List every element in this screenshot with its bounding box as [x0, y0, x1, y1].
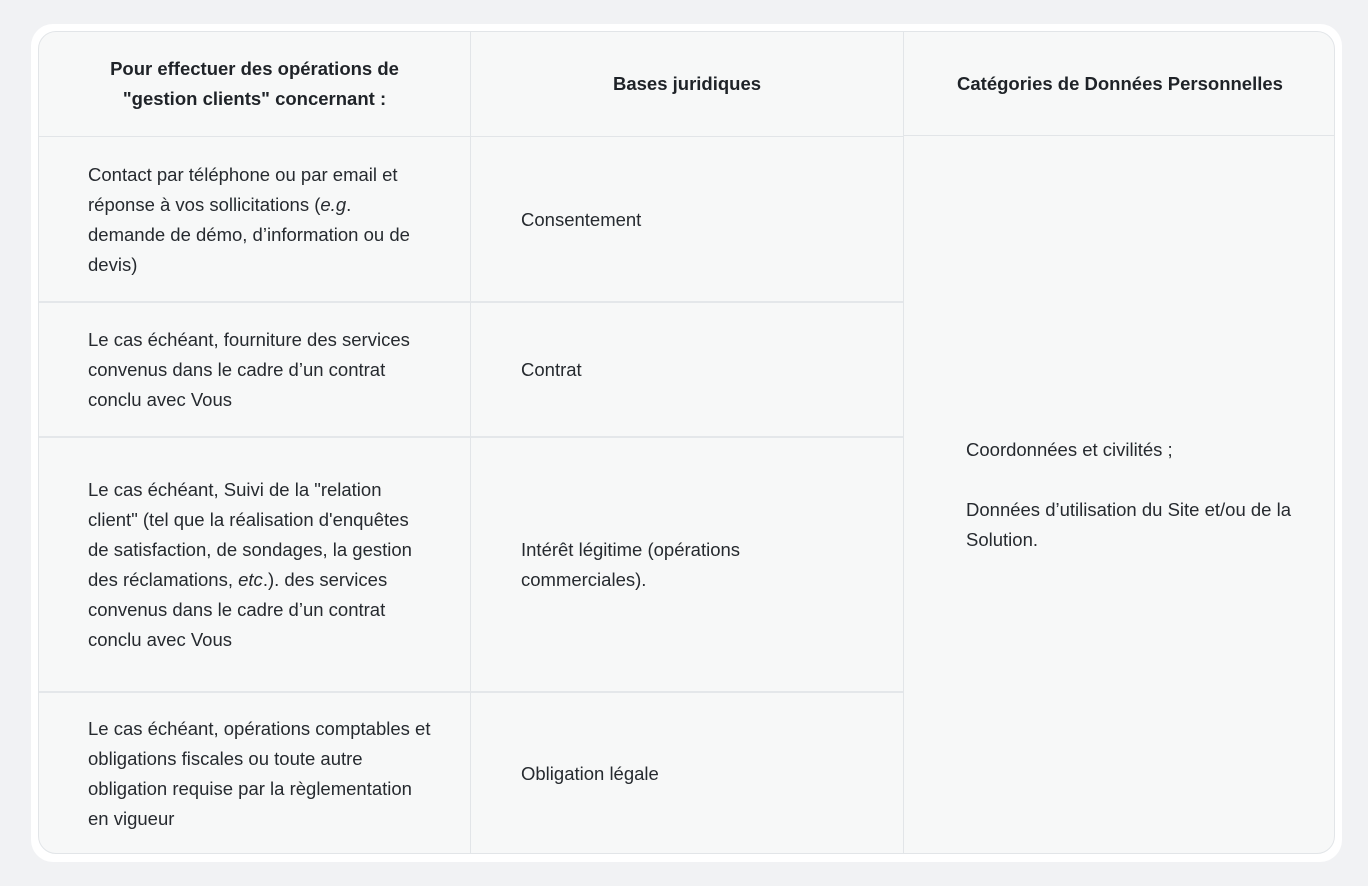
table-cell-legal-basis [471, 303, 903, 436]
cell-text [966, 435, 1296, 555]
data-processing-table [38, 31, 1335, 854]
header-operations: Pour effectuer des opérations de "gestion clients" concernant : [39, 32, 470, 137]
table-cell-operation [39, 138, 470, 301]
cell-text: Contrat [521, 358, 582, 380]
text-segment: . demande de démo, d’information ou de devis) [88, 193, 410, 275]
text-segment: Contact par téléphone ou par email et réponse à vos sollicitations ( [88, 163, 398, 215]
text-segment: Le cas échéant, Suivi de la "relation client" (tel que la réalisation d'enquêtes de satisfaction, de sondages, la gestion des réclamations, [88, 478, 412, 590]
table-cell-legal-basis [471, 693, 903, 854]
operations-column [39, 32, 470, 853]
cell-text [88, 160, 432, 280]
category-item: Données d’utilisation du Site et/ou de la Solution. [966, 499, 1291, 550]
table-cell-operation [39, 303, 470, 436]
cell-text: Obligation légale [521, 763, 659, 784]
data-categories-column [904, 32, 1335, 853]
header-legal-bases: Bases juridiques [471, 32, 903, 137]
cell-text [88, 475, 432, 655]
table-cell-operation [39, 693, 470, 854]
table-cell-legal-basis [471, 438, 903, 691]
category-item: Coordonnées et civilités ; [966, 439, 1173, 460]
text-segment-italic: e.g [320, 193, 347, 215]
cell-text: Consentement [521, 208, 642, 230]
legal-bases-column [471, 32, 903, 853]
cell-text: Intérêt légitime (opérations commerciales). [521, 538, 741, 590]
content-card [31, 24, 1342, 862]
header-data-categories: Catégories de Données Personnelles [904, 32, 1335, 136]
cell-text: Le cas échéant, opérations comptables et obligations fiscales ou toute autre obligation requise par la règlementation en vigueur [88, 718, 431, 829]
cell-text: Le cas échéant, fourniture des services convenus dans le cadre d’un contrat conclu avec Vous [88, 328, 410, 410]
text-segment: .). des services convenus dans le cadre d’un contrat conclu avec Vous [88, 568, 388, 650]
table-cell-operation [39, 438, 470, 691]
text-segment-italic: etc [238, 568, 263, 590]
table-cell-legal-basis [471, 138, 903, 301]
table-cell-data-categories [904, 137, 1335, 853]
